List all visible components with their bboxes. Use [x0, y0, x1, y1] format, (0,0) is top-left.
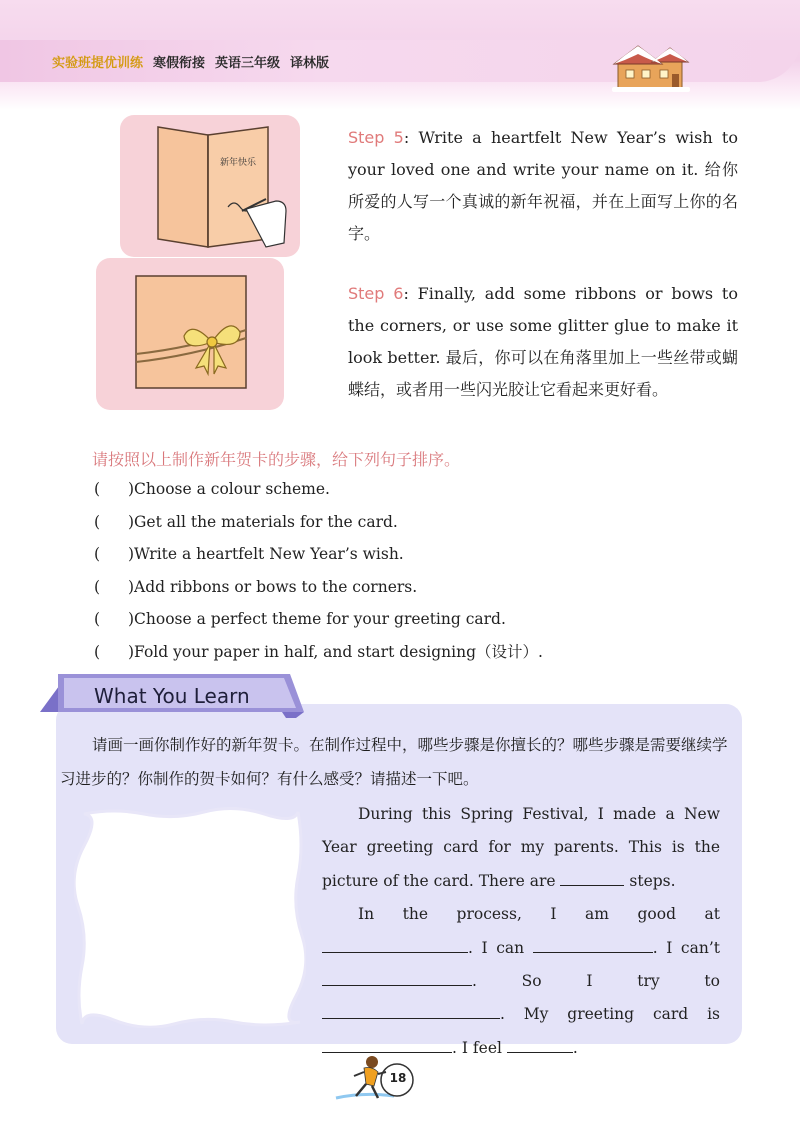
list-item — [94, 607, 543, 640]
header-title — [52, 51, 329, 71]
blank-good-at[interactable] — [322, 934, 468, 953]
list-item — [94, 640, 543, 673]
item-text: )Choose a perfect theme for your greeting card. — [128, 610, 506, 629]
list-item — [94, 477, 543, 510]
step5-label: Step 5 — [348, 128, 404, 147]
snowy-house-icon — [612, 40, 690, 92]
learn-prompt: 请画一画你制作好的新年贺卡。在制作过程中，哪些步骤是你擅长的？哪些步骤是需要继续学习进步的？你制作的贺卡如何？有什么感受？请描述一下吧。 — [60, 736, 728, 788]
fill-in-passage — [322, 798, 720, 1065]
passage-text: . I can — [468, 938, 533, 957]
answer-blank[interactable]: ( — [94, 610, 101, 629]
card-greeting-text: 新年快乐 — [219, 158, 257, 168]
card-bow-illustration — [96, 258, 284, 410]
passage-text: During this Spring Festival, I made a New Year greeting card for my parents. This is the picture of the card. There are — [322, 805, 720, 890]
answer-blank[interactable]: ( — [94, 642, 101, 661]
step5-body: : Write a heartfelt New Year’s wish to your loved one and write your name on it. 给你所爱的人写一个真诚的新年祝福，并在上面写上你的名字。 — [348, 128, 738, 243]
passage-text: . I feel — [452, 1038, 507, 1057]
passage-text: steps. — [624, 871, 676, 890]
answer-blank[interactable]: ( — [94, 480, 101, 498]
blank-feel[interactable] — [507, 1034, 573, 1053]
step6-text — [348, 278, 738, 406]
blank-cant[interactable] — [322, 967, 472, 986]
list-item — [94, 575, 543, 608]
publisher: 译林版 — [290, 55, 330, 71]
page-header — [0, 0, 800, 110]
item-text: )Add ribbons or bows to the corners. — [128, 577, 418, 596]
item-text: )Choose a colour scheme. — [128, 480, 330, 498]
blank-try-to[interactable] — [322, 1000, 500, 1019]
passage-text: . — [572, 1038, 578, 1057]
item-text: )Get all the materials for the card. — [128, 512, 398, 531]
series-name: 实验班提优训练 — [52, 55, 144, 71]
page-number: 18 — [389, 1071, 407, 1085]
blank-steps[interactable] — [560, 867, 624, 886]
passage-paragraph-1 — [322, 798, 720, 898]
step5-text — [348, 122, 738, 250]
blank-card-is[interactable] — [322, 1034, 452, 1053]
section-title: What You Learn — [94, 684, 250, 708]
passage-text: In the process, I am good at — [358, 905, 720, 924]
answer-blank[interactable]: ( — [94, 545, 101, 564]
passage-text: . I can’t — [652, 938, 720, 957]
step6-illustration-panel — [96, 258, 284, 410]
passage-text: . So I try to — [472, 972, 720, 991]
step6-label: Step 6 — [348, 284, 404, 303]
passage-text: . My greeting card is — [500, 1005, 720, 1024]
blank-can[interactable] — [533, 934, 653, 953]
ordering-list — [94, 477, 543, 673]
drawing-area[interactable] — [74, 806, 306, 1028]
passage-paragraph-2 — [322, 898, 720, 1065]
answer-blank[interactable]: ( — [94, 512, 101, 531]
subject-grade: 英语三年级 — [215, 55, 281, 71]
step6-body: : Finally, add some ribbons or bows to the corners, or use some glitter glue to make it look better. 最后，你可以在角落里加上一些丝带或蝴蝶结，或者用一些闪光胶让它看起来更好看。 — [348, 284, 738, 399]
item-text: )Write a heartfelt New Year’s wish. — [128, 545, 404, 564]
item-text: )Fold your paper in half, and start designing（设计）. — [128, 642, 543, 661]
card-writing-illustration — [120, 115, 300, 257]
list-item — [94, 542, 543, 575]
step5-illustration-panel — [120, 115, 300, 257]
edition-part: 寒假衔接 — [153, 55, 206, 71]
answer-blank[interactable]: ( — [94, 577, 101, 596]
exercise-instruction: 请按照以上制作新年贺卡的步骤，给下列句子排序。 — [92, 450, 461, 469]
list-item — [94, 510, 543, 543]
running-child-icon — [334, 1052, 424, 1108]
